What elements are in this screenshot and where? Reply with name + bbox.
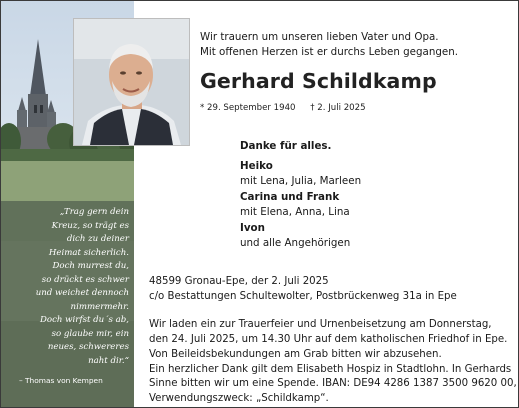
letter-line: den 24. Juli 2025, um 14.30 Uhr auf dem katholischen Friedhof in Epe. <box>149 334 508 346</box>
thanks-line: Danke für alles. <box>240 140 332 152</box>
quote-line: „Trag gern dein <box>59 207 129 217</box>
quote-line: so drückt es schwer <box>41 274 129 285</box>
birth-date: * 29. September 1940 <box>200 103 296 113</box>
family-member: Heiko <box>240 160 273 172</box>
quote-line: naht dir.“ <box>88 355 129 366</box>
family-member: und alle Angehörigen <box>240 237 351 250</box>
letter-line: Wir laden ein zur Trauerfeier und Urnenbeisetzung am Donnerstag, <box>149 319 492 331</box>
life-dates <box>200 103 366 113</box>
intro-text <box>200 30 510 60</box>
letter-line: Verwendungszweck: „Schildkamp“. <box>149 392 329 404</box>
quote-line: nimmermehr. <box>70 301 129 312</box>
family-member: Carina und Frank <box>240 190 340 203</box>
family-member: mit Lena, Julia, Marleen <box>240 175 362 188</box>
quote-line: so glaube mir, ein <box>51 328 129 339</box>
quote-line: Heimat sicherlich. <box>48 247 129 258</box>
spacer <box>149 304 513 318</box>
quote-author: – Thomas von Kempen <box>19 376 103 385</box>
letter-line: Von Beileidsbekundungen am Grab bitten wir abzusehen. <box>149 348 442 360</box>
intro-line: Wir trauern um unseren lieben Vater und Opa. <box>200 31 439 43</box>
family-member: mit Elena, Anna, Lina <box>240 206 350 219</box>
quote-line: Doch wirfst du´s ab, <box>40 315 129 325</box>
family-member: Ivon <box>240 221 265 234</box>
quote-line: neues, schwereres <box>47 342 129 352</box>
portrait-photo <box>73 18 190 146</box>
letter-line: Ein herzlicher Dank gilt dem Elisabeth Hospiz in Stadtlohn. In Gerhards <box>149 363 512 375</box>
death-date: † 2. Juli 2025 <box>310 103 366 113</box>
quote-line: dich zu deiner <box>66 234 129 244</box>
quote-line: Doch murrest du, <box>52 261 129 271</box>
place-date: 48599 Gronau-Epe, der 2. Juli 2025 <box>149 276 329 287</box>
deceased-name: Gerhard Schildkamp <box>200 69 437 93</box>
portrait-illustration <box>74 19 189 145</box>
letter-line: Sinne bitten wir um eine Spende. IBAN: DE94 4286 1387 3500 9620 00, <box>149 378 517 390</box>
funeral-information <box>149 275 517 407</box>
intro-line: Mit offenen Herzen ist er durchs Leben gegangen. <box>200 46 459 58</box>
funeral-home-address: c/o Bestattungen Schultewolter, Postbrückenweg 31a in Epe <box>149 290 457 302</box>
quote-line: und weichet dennoch <box>35 288 129 298</box>
quote-text <box>5 206 129 368</box>
quote-line: Kreuz, so trägt es <box>51 220 129 231</box>
family-list <box>240 159 500 251</box>
